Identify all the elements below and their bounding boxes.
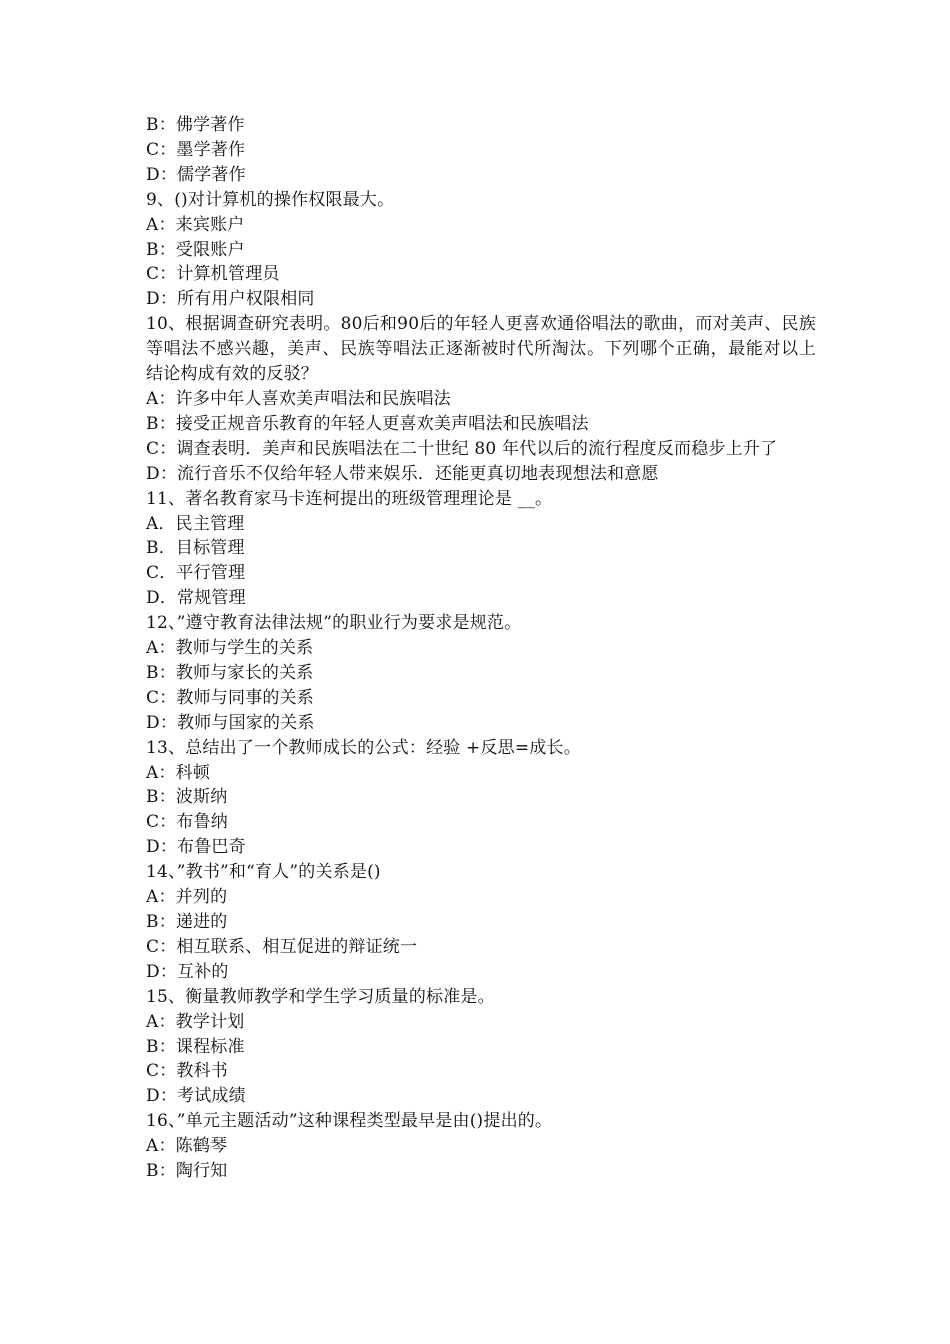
option-c-mohist-works: C：墨学著作	[146, 139, 246, 160]
question-12-option-d: D：教师与国家的关系	[146, 712, 315, 733]
question-10: 10、根据调查研究表明。80后和90后的年轻人更喜欢通俗唱法的歌曲，而对美声、民族等唱法不感兴趣，美声、民族等唱法正逐渐被时代所淘汰。下列哪个正确，最能对以上结论构成有效的反驳？	[146, 314, 816, 385]
question-13: 13、总结出了一个教师成长的公式：经验 +反思=成长。	[146, 737, 581, 758]
question-16: 16、”单元主题活动”这种课程类型最早是由()提出的。	[146, 1111, 553, 1132]
question-13-option-d: D：布鲁巴奇	[146, 837, 246, 858]
question-9-option-a: A：来宾账户	[146, 214, 245, 235]
question-11: 11、著名教育家马卡连柯提出的班级管理理论是 __。	[146, 488, 553, 509]
option-b-buddhist-works: B：佛学著作	[146, 115, 245, 135]
exam-text-body	[146, 113, 816, 1184]
question-9-option-b: B：受限账户	[146, 239, 245, 260]
question-10-option-d: D：流行音乐不仅给年轻人带来娱乐．还能更真切地表现想法和意愿	[146, 463, 659, 484]
question-11-option-b: B．目标管理	[146, 538, 245, 559]
question-13-option-c: C：布鲁纳	[146, 812, 229, 833]
question-15-option-c: C：教科书	[146, 1061, 229, 1082]
question-9-option-d: D：所有用户权限相同	[146, 289, 315, 310]
question-13-option-a: A：科顿	[146, 762, 211, 783]
question-14-option-a: A：并列的	[146, 887, 228, 908]
question-10-option-a: A：许多中年人喜欢美声唱法和民族唱法	[146, 388, 451, 409]
question-15-option-d: D：考试成绩	[146, 1086, 246, 1107]
question-9: 9、()对计算机的操作权限最大。	[146, 189, 395, 210]
question-15-option-a: A：教学计划	[146, 1011, 245, 1032]
question-13-option-b: B：波斯纳	[146, 787, 228, 808]
question-16-option-a: A：陈鹤琴	[146, 1136, 228, 1157]
question-14-option-c: C：相互联系、相互促进的辩证统一	[146, 936, 418, 957]
question-16-option-b: B：陶行知	[146, 1161, 228, 1182]
option-d-confucian-works: D：儒学著作	[146, 164, 246, 185]
question-15: 15、衡量教师教学和学生学习质量的标准是。	[146, 986, 495, 1007]
question-9-option-c: C：计算机管理员	[146, 264, 280, 285]
question-12: 12、”遵守教育法律法规”的职业行为要求是规范。	[146, 613, 522, 634]
question-11-option-a: A．民主管理	[146, 513, 245, 534]
question-14: 14、”教书”和“育人”的关系是()	[146, 862, 381, 883]
question-15-option-b: B：课程标准	[146, 1036, 245, 1057]
question-14-option-d: D：互补的	[146, 961, 229, 982]
question-14-option-b: B：递进的	[146, 912, 228, 932]
question-10-option-c: C：调查表明．美声和民族唱法在二十世纪 80 年代以后的流行程度反而稳步上升了	[146, 438, 778, 459]
question-12-option-a: A：教师与学生的关系	[146, 638, 314, 659]
question-11-option-c: C．平行管理	[146, 563, 246, 584]
question-12-option-b: B：教师与家长的关系	[146, 662, 314, 683]
question-12-option-c: C：教师与同事的关系	[146, 687, 315, 708]
question-11-option-d: D．常规管理	[146, 588, 246, 609]
question-10-option-b: B：接受正规音乐教育的年轻人更喜欢美声唱法和民族唱法	[146, 413, 589, 434]
